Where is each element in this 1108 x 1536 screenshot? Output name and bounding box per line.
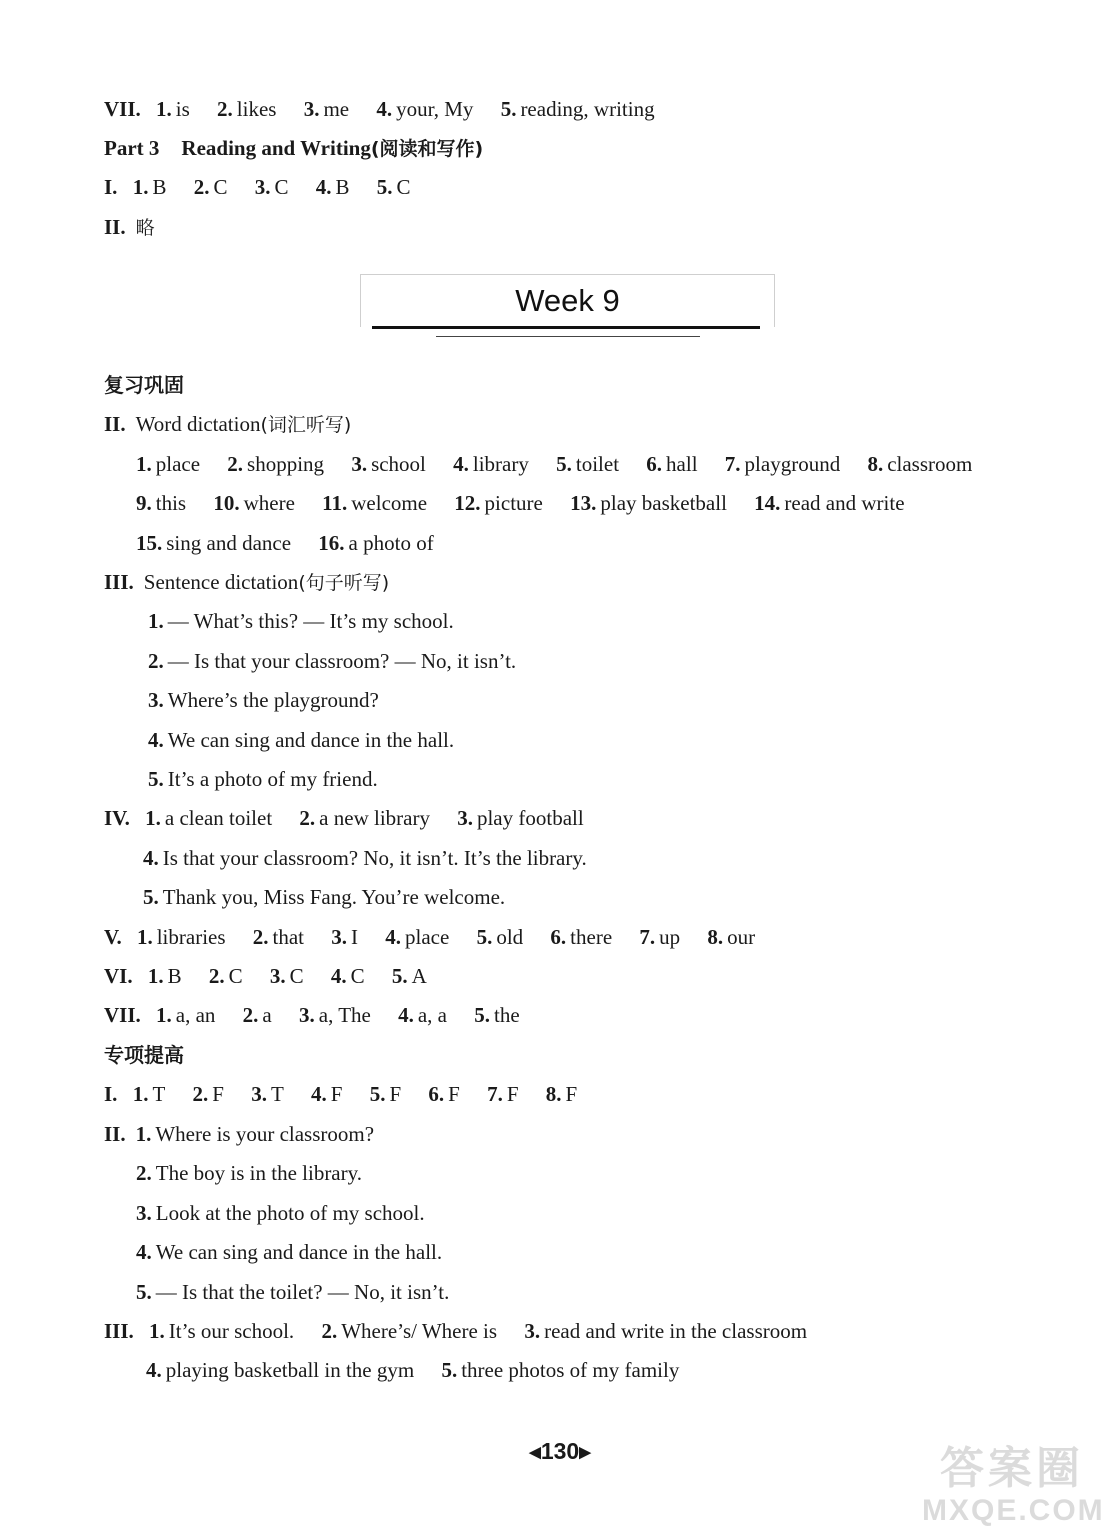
section-title-cn: (句子听写) [298,572,390,594]
answer-item: 3. school [351,452,426,476]
answer-item: 1. a clean toilet [145,806,273,830]
answer-item: 9. this [136,491,187,515]
section-label: I. [104,175,118,199]
answer-item: 3. C [254,175,289,199]
sentence-dictation-heading [104,568,389,596]
part3-heading [104,134,483,162]
page-number [520,1436,600,1468]
sentence-item: 4. We can sing and dance in the hall. [148,728,455,752]
answer-item: 11. welcome [322,491,428,515]
watermark-logo [922,1443,1105,1534]
answer-item: 5. old [476,925,524,949]
answer-item: 2. a [242,1003,272,1027]
answer-item: 4. place [385,925,450,949]
heading-rule-thin [436,336,700,337]
sentence-item: 3. Look at the photo of my school. [136,1201,425,1225]
answer-item: 5. A [391,964,427,988]
page-number-text: 130 [540,1438,580,1464]
answer-item: 5. the [474,1003,520,1027]
section-label: VI. [104,964,133,988]
section-title: Sentence dictation [143,570,299,594]
section-label: II. [104,1122,126,1146]
answer-item: 2. Where’s/ Where is [321,1319,498,1343]
answer-item: 2. likes [217,97,277,121]
sentence-item: 1. — What’s this? — It’s my school. [148,609,454,633]
answer-item: 4. F [311,1082,343,1106]
answer-item: 3. play football [457,806,584,830]
answer-item: 6. hall [646,452,698,476]
answer-item: 8. our [707,925,756,949]
answer-item: 1. libraries [136,925,226,949]
section-label: III. [104,1319,134,1343]
answer-item: 3. read and write in the classroom [524,1319,808,1343]
part-title-cn: (阅读和写作) [370,138,484,160]
answer-item: 8. classroom [867,452,973,476]
answer-item: 1. is [156,97,190,121]
omitted-text: 略 [135,217,155,239]
week-title: Week 9 [515,283,620,318]
answer-item: 5. three photos of my family [441,1358,680,1382]
sentence-item: 5. Thank you, Miss Fang. You’re welcome. [143,885,506,909]
word-dictation-row [136,489,905,517]
answer-item: 5. reading, writing [500,97,655,121]
part-title: Reading and Writing [181,136,371,160]
sentence-item: 2. — Is that your classroom? — No, it isn’t. [148,649,517,673]
sentence-item: 5. It’s a photo of my friend. [148,767,378,791]
improve-iii-line [104,1317,807,1345]
answer-item: 1. It’s our school. [149,1319,295,1343]
part-label: Part 3 [104,136,160,160]
answer-item: 3. C [269,964,304,988]
review-vii-line [104,1001,520,1029]
answer-item: 3. a, The [299,1003,371,1027]
word-dictation-row [136,450,972,478]
section-label: IV. [104,806,130,830]
answer-item: 14. read and write [754,491,905,515]
answer-item: 5. toilet [556,452,620,476]
word-dictation-row [136,529,434,557]
answer-item: 1. place [136,452,201,476]
answer-item: 13. play basketball [570,491,727,515]
answer-item: 2. C [208,964,243,988]
section-label: II. [104,215,126,239]
section-label: II. [104,412,126,436]
left-triangle-icon: ◀ [529,1444,541,1461]
answer-item: 2. that [252,925,305,949]
answer-item: 2. a new library [299,806,430,830]
improve-iii-line2 [146,1356,679,1384]
answer-item: 1. B [132,175,167,199]
answer-item: 2. C [193,175,228,199]
answer-item: 7. playground [724,452,841,476]
section-label: VII. [104,97,141,121]
top-i-line [104,173,411,201]
heading-rule-thick [372,326,760,329]
answer-item: 3. I [331,925,359,949]
section-label: III. [104,570,134,594]
review-v-line [104,923,755,951]
top-ii-line [104,213,155,241]
section-label: V. [104,925,122,949]
review-iv-line [104,804,584,832]
answer-item: 4. C [330,964,365,988]
answer-item: 7. up [639,925,681,949]
section-label: VII. [104,1003,141,1027]
improve-ii-line: II. 1. Where is your classroom? [104,1122,375,1146]
section-title: Word dictation [135,412,261,436]
answer-item: 2. F [192,1082,224,1106]
answer-item: 4. your, My [376,97,474,121]
answer-item: 6. F [428,1082,460,1106]
answer-item: 16. a photo of [318,531,434,555]
answer-item: 4. a, a [398,1003,447,1027]
sentence-item: 2. The boy is in the library. [136,1161,363,1185]
answer-item: 10. where [213,491,295,515]
answer-item: 5. C [376,175,411,199]
answer-item: 5. F [369,1082,402,1106]
sentence-item: 4. Is that your classroom? No, it isn’t. It’s the library. [143,846,587,870]
answer-item: 1. B [147,964,182,988]
improve-i-line [104,1080,577,1108]
sentence-item: 4. We can sing and dance in the hall. [136,1240,443,1264]
answer-item: 4. playing basketball in the gym [146,1358,415,1382]
answer-item: 12. picture [454,491,543,515]
answer-item: 3. me [303,97,350,121]
sentence-item: 5. — Is that the toilet? — No, it isn’t. [136,1280,450,1304]
answer-item: 6. there [550,925,613,949]
review-section-title: 复习巩固 [104,373,184,397]
answer-item: 1. T [132,1082,166,1106]
sentence-item: 3. Where’s the playground? [148,688,379,712]
watermark-cn: 答案圈 [940,1443,1084,1494]
watermark-text: MXQE.COM [922,1494,1105,1527]
word-dictation-heading [104,410,351,438]
right-triangle-icon: ▶ [579,1444,591,1461]
answer-item: 15. sing and dance [136,531,292,555]
answer-item: 8. F [545,1082,578,1106]
answer-item: 2. shopping [227,452,325,476]
answer-item: 4. B [315,175,350,199]
answer-item: 3. T [251,1082,284,1106]
top-vii-line [104,95,655,123]
section-label: I. [104,1082,118,1106]
answer-item: 1. a, an [156,1003,216,1027]
section-title-cn: (词汇听写) [260,414,352,436]
improve-section-title: 专项提高 [104,1043,184,1067]
answer-item: 4. library [453,452,529,476]
answer-item: 7. F [487,1082,519,1106]
week-heading-box [360,274,775,327]
review-vi-line [104,962,427,990]
